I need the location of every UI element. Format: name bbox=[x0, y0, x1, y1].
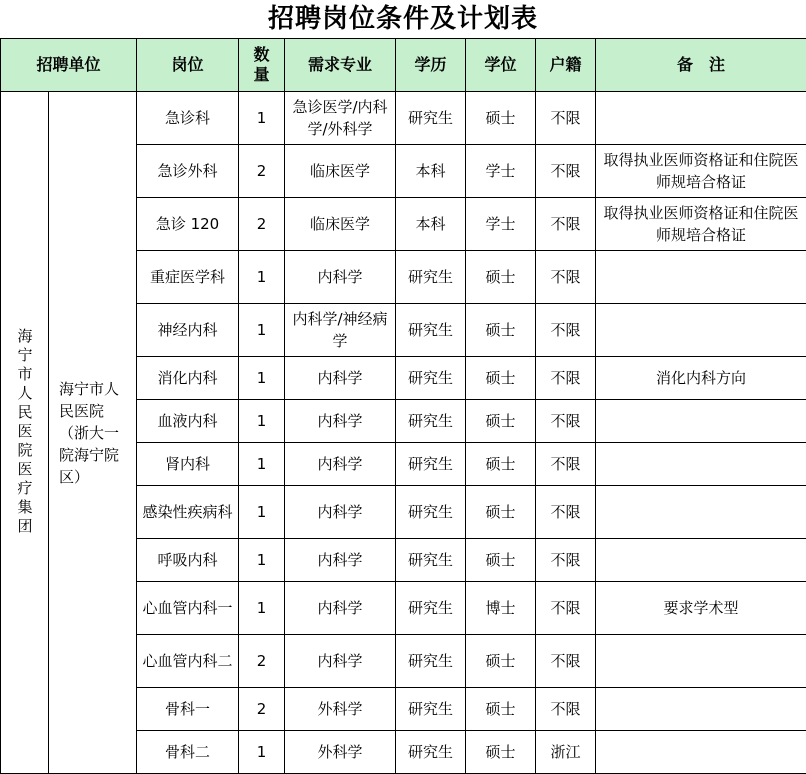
cell-remark bbox=[596, 539, 806, 582]
cell-degree: 硕士 bbox=[466, 731, 536, 774]
cell-count: 2 bbox=[239, 688, 285, 731]
cell-education: 研究生 bbox=[396, 400, 466, 443]
cell-remark bbox=[596, 251, 806, 304]
cell-degree: 博士 bbox=[466, 582, 536, 635]
header-remark: 备 注 bbox=[596, 39, 806, 92]
cell-remark bbox=[596, 486, 806, 539]
cell-major: 内科学 bbox=[285, 486, 396, 539]
cell-post: 骨科一 bbox=[137, 688, 239, 731]
cell-post: 急诊科 bbox=[137, 92, 239, 145]
cell-major: 临床医学 bbox=[285, 145, 396, 198]
cell-hukou: 不限 bbox=[536, 198, 596, 251]
cell-major: 临床医学 bbox=[285, 198, 396, 251]
cell-remark: 要求学术型 bbox=[596, 582, 806, 635]
cell-hukou: 不限 bbox=[536, 486, 596, 539]
cell-degree: 硕士 bbox=[466, 688, 536, 731]
cell-remark bbox=[596, 400, 806, 443]
cell-education: 研究生 bbox=[396, 539, 466, 582]
hospital-name: 海宁市人民医院（浙大一院海宁院区） bbox=[59, 378, 130, 488]
cell-education: 研究生 bbox=[396, 304, 466, 357]
cell-hukou: 不限 bbox=[536, 145, 596, 198]
cell-count: 1 bbox=[239, 304, 285, 357]
cell-major: 外科学 bbox=[285, 731, 396, 774]
cell-major: 内科学 bbox=[285, 400, 396, 443]
table-body bbox=[1, 92, 806, 774]
cell-degree: 硕士 bbox=[466, 357, 536, 400]
cell-count: 1 bbox=[239, 582, 285, 635]
cell-major: 内科学 bbox=[285, 443, 396, 486]
cell-degree: 学士 bbox=[466, 198, 536, 251]
cell-count: 1 bbox=[239, 357, 285, 400]
cell-hukou: 浙江 bbox=[536, 731, 596, 774]
cell-count: 1 bbox=[239, 251, 285, 304]
header-unit: 招聘单位 bbox=[1, 39, 137, 92]
cell-hukou: 不限 bbox=[536, 443, 596, 486]
cell-remark bbox=[596, 304, 806, 357]
cell-education: 研究生 bbox=[396, 582, 466, 635]
hospital-name-cell bbox=[49, 92, 137, 774]
cell-remark bbox=[596, 443, 806, 486]
cell-remark bbox=[596, 92, 806, 145]
cell-count: 1 bbox=[239, 92, 285, 145]
header-degree: 学位 bbox=[466, 39, 536, 92]
cell-remark bbox=[596, 635, 806, 688]
cell-hukou: 不限 bbox=[536, 539, 596, 582]
cell-remark bbox=[596, 688, 806, 731]
cell-post: 心血管内科二 bbox=[137, 635, 239, 688]
cell-education: 研究生 bbox=[396, 731, 466, 774]
cell-post: 消化内科 bbox=[137, 357, 239, 400]
cell-count: 2 bbox=[239, 145, 285, 198]
header-major: 需求专业 bbox=[285, 39, 396, 92]
cell-degree: 硕士 bbox=[466, 400, 536, 443]
cell-hukou: 不限 bbox=[536, 635, 596, 688]
cell-post: 神经内科 bbox=[137, 304, 239, 357]
cell-post: 肾内科 bbox=[137, 443, 239, 486]
cell-post: 心血管内科一 bbox=[137, 582, 239, 635]
cell-count: 1 bbox=[239, 443, 285, 486]
cell-degree: 硕士 bbox=[466, 92, 536, 145]
cell-remark: 消化内科方向 bbox=[596, 357, 806, 400]
cell-major: 内科学/神经病学 bbox=[285, 304, 396, 357]
header-education: 学历 bbox=[396, 39, 466, 92]
cell-degree: 硕士 bbox=[466, 486, 536, 539]
cell-post: 呼吸内科 bbox=[137, 539, 239, 582]
cell-education: 本科 bbox=[396, 198, 466, 251]
cell-education: 研究生 bbox=[396, 92, 466, 145]
cell-education: 研究生 bbox=[396, 357, 466, 400]
cell-degree: 硕士 bbox=[466, 443, 536, 486]
cell-hukou: 不限 bbox=[536, 688, 596, 731]
cell-major: 急诊医学/内科学/外科学 bbox=[285, 92, 396, 145]
header-count: 数量 bbox=[239, 39, 285, 92]
cell-post: 血液内科 bbox=[137, 400, 239, 443]
cell-remark bbox=[596, 731, 806, 774]
cell-count: 1 bbox=[239, 539, 285, 582]
cell-hukou: 不限 bbox=[536, 304, 596, 357]
cell-major: 内科学 bbox=[285, 251, 396, 304]
cell-post: 急诊外科 bbox=[137, 145, 239, 198]
cell-count: 1 bbox=[239, 400, 285, 443]
cell-hukou: 不限 bbox=[536, 251, 596, 304]
cell-major: 内科学 bbox=[285, 539, 396, 582]
cell-major: 内科学 bbox=[285, 635, 396, 688]
page-title: 招聘岗位条件及计划表 bbox=[0, 0, 806, 38]
cell-count: 1 bbox=[239, 731, 285, 774]
cell-education: 研究生 bbox=[396, 688, 466, 731]
cell-post: 感染性疾病科 bbox=[137, 486, 239, 539]
cell-education: 本科 bbox=[396, 145, 466, 198]
cell-degree: 硕士 bbox=[466, 539, 536, 582]
cell-count: 2 bbox=[239, 198, 285, 251]
cell-count: 1 bbox=[239, 486, 285, 539]
cell-degree: 硕士 bbox=[466, 251, 536, 304]
cell-major: 内科学 bbox=[285, 582, 396, 635]
cell-post: 急诊 120 bbox=[137, 198, 239, 251]
header-post: 岗位 bbox=[137, 39, 239, 92]
cell-education: 研究生 bbox=[396, 251, 466, 304]
cell-post: 骨科二 bbox=[137, 731, 239, 774]
cell-hukou: 不限 bbox=[536, 357, 596, 400]
cell-education: 研究生 bbox=[396, 635, 466, 688]
cell-hukou: 不限 bbox=[536, 582, 596, 635]
cell-hukou: 不限 bbox=[536, 92, 596, 145]
cell-degree: 硕士 bbox=[466, 304, 536, 357]
cell-remark: 取得执业医师资格证和住院医师规培合格证 bbox=[596, 198, 806, 251]
cell-degree: 学士 bbox=[466, 145, 536, 198]
group-name: 海宁市人民医院医疗集团 bbox=[14, 328, 36, 537]
cell-hukou: 不限 bbox=[536, 400, 596, 443]
cell-count: 2 bbox=[239, 635, 285, 688]
cell-degree: 硕士 bbox=[466, 635, 536, 688]
cell-major: 外科学 bbox=[285, 688, 396, 731]
cell-remark: 取得执业医师资格证和住院医师规培合格证 bbox=[596, 145, 806, 198]
header-row bbox=[1, 39, 806, 92]
table-row bbox=[1, 92, 806, 145]
group-name-cell bbox=[1, 92, 49, 774]
cell-education: 研究生 bbox=[396, 486, 466, 539]
header-hukou: 户籍 bbox=[536, 39, 596, 92]
recruitment-table bbox=[0, 38, 806, 774]
cell-major: 内科学 bbox=[285, 357, 396, 400]
cell-education: 研究生 bbox=[396, 443, 466, 486]
cell-post: 重症医学科 bbox=[137, 251, 239, 304]
